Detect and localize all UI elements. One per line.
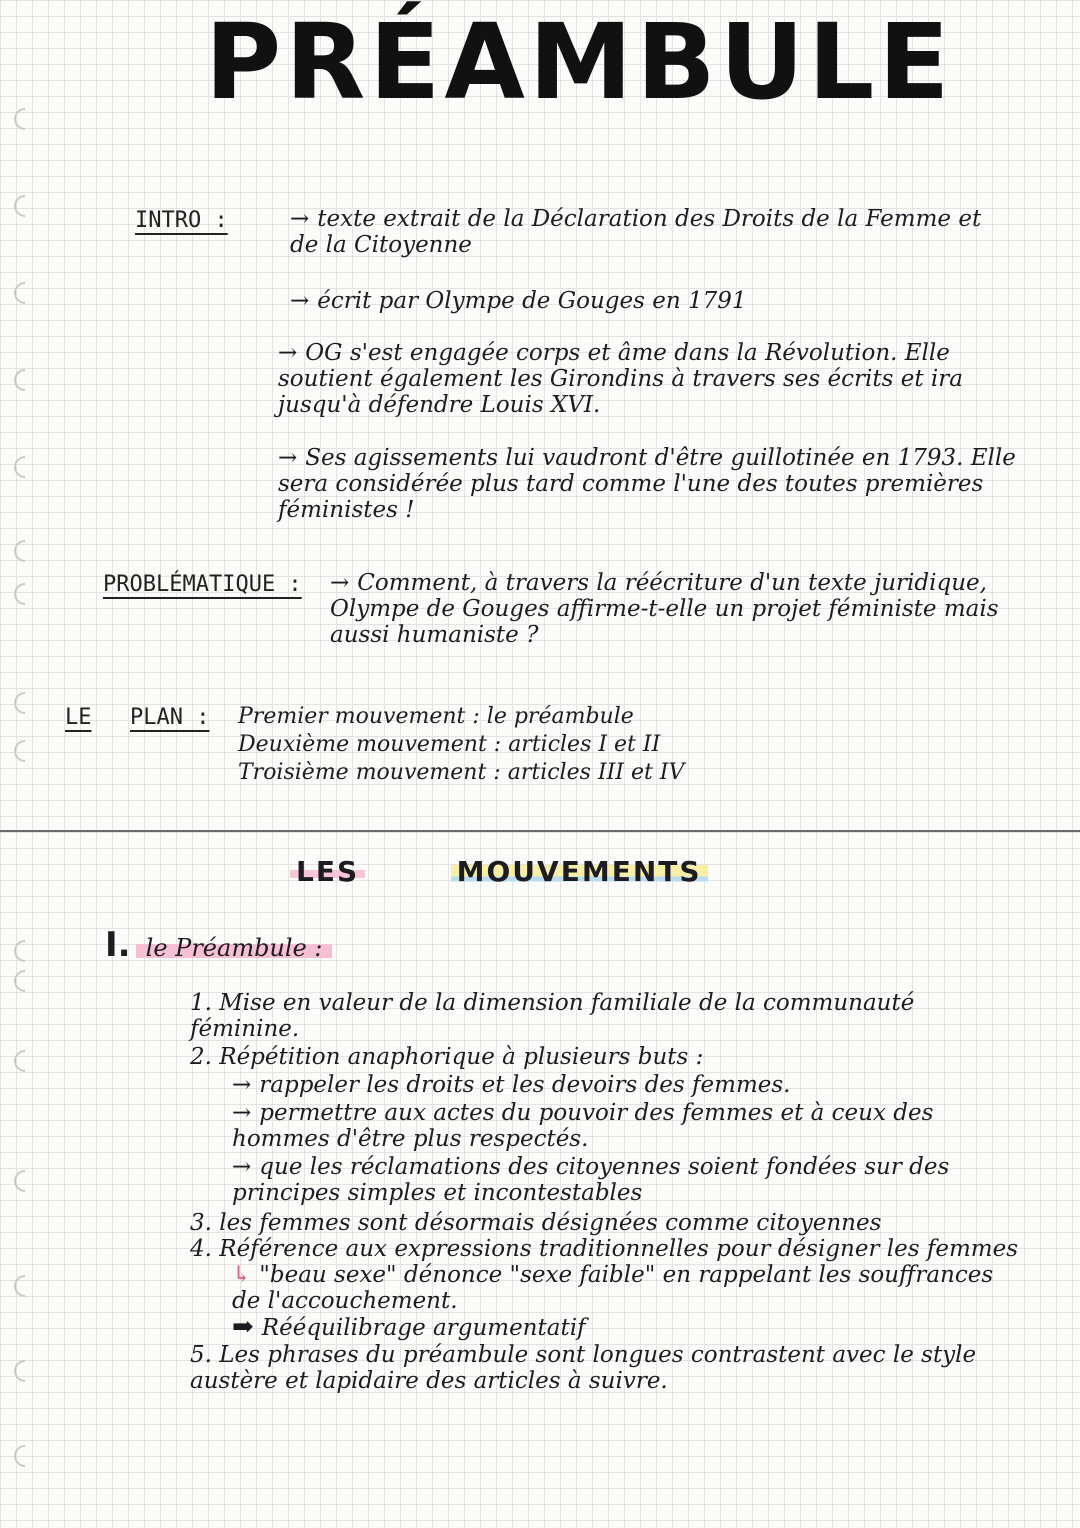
point-2-sub: → permettre aux actes du pouvoir des femmes et à ceux des hommes d'être plus respectés. [232,1100,934,1152]
mouvements-heading [290,855,708,888]
binder-hole [9,1440,40,1471]
plan-movement-name: Deuxième mouvement [238,732,487,757]
arrow-icon: → [290,206,310,232]
binder-hole [9,687,40,718]
point-4-conclusion: ➡ Rééquilibrage argumentatif [232,1312,586,1342]
arrow-icon: → [232,1072,252,1098]
plan-movement-content: le préambule [486,704,634,729]
binder-hole [9,965,40,996]
binder-hole [9,935,40,966]
binder-hole [9,451,40,482]
arrow-icon: → [232,1154,252,1180]
arrow-icon: → [278,340,298,366]
arrow-icon: → [232,1100,252,1126]
point-5: 5. Les phrases du préambule sont longues contrastent avec le style austère et lapidaire des articles à suivre. [190,1342,977,1394]
point-2-sub: → rappeler les droits et les devoirs des femmes. [232,1072,791,1098]
binder-hole [9,1355,40,1386]
binder-hole [9,103,40,134]
section-heading [105,925,332,965]
section-numeral: I. [105,925,131,965]
plan-label: PLAN : [130,705,210,730]
arrow-icon: ↳ [232,1262,252,1288]
plan-row: Troisième mouvement : articles III et IV [238,760,685,785]
point-2: 2. Répétition anaphorique à plusieurs buts : [190,1044,704,1070]
section-divider [0,830,1080,832]
section-title: le Préambule : [136,934,333,962]
binder-hole [9,735,40,766]
page-title: PRÉAMBULE [205,1,954,123]
intro-item: → écrit par Olympe de Gouges en 1791 [290,288,747,314]
plan-movement-content: articles I et II [508,732,661,757]
point-4: 4. Référence aux expressions traditionnelles pour désigner les femmes [190,1236,1019,1262]
bold-arrow-icon: ➡ [232,1312,254,1342]
problematique-label: PROBLÉMATIQUE : [103,572,302,597]
point-3: 3. les femmes sont désormais désignées comme citoyennes [190,1210,882,1236]
binder-hole [9,535,40,566]
binder-hole [9,1165,40,1196]
intro-item: → texte extrait de la Déclaration des Droits de la Femme et de la Citoyenne [290,206,982,258]
binder-hole [9,190,40,221]
point-4-sub: ↳ "beau sexe" dénonce "sexe faible" en rappelant les souffrances de l'accouchement. [232,1262,994,1314]
plan-movement-content: articles III et IV [507,760,685,785]
heading-les: LES [290,855,365,888]
plan-movement-name: Troisième mouvement [238,760,487,785]
problematique-text: → Comment, à travers la réécriture d'un texte juridique, Olympe de Gouges affirme-t-elle un projet féministe mais aussi humaniste ? [330,570,999,648]
binder-hole [9,277,40,308]
binder-hole [9,364,40,395]
plan-movement-name: Premier mouvement [238,704,466,729]
binder-hole [9,578,40,609]
arrow-icon: → [290,288,310,314]
arrow-icon: → [278,445,298,471]
intro-item: → Ses agissements lui vaudront d'être guillotinée en 1793. Elle sera considérée plus tard comme l'une des toutes premières féministes ! [278,445,1016,523]
arrow-icon: → [330,570,350,596]
intro-item: → OG s'est engagée corps et âme dans la Révolution. Elle soutient également les Girondins à travers ses écrits et ira jusqu'à défendre Louis XVI. [278,340,963,418]
heading-mouvements: MOUVEMENTS [451,855,708,888]
plan-row: Deuxième mouvement : articles I et II [238,732,661,757]
point-1: 1. Mise en valeur de la dimension familiale de la communauté féminine. [190,990,915,1042]
point-2-sub: → que les réclamations des citoyennes soient fondées sur des principes simples et incontestables [232,1154,950,1206]
intro-label: INTRO : [135,208,228,233]
plan-label-le: LE [65,705,92,730]
binder-hole [9,1045,40,1076]
binder-hole [9,1270,40,1301]
plan-row: Premier mouvement : le préambule [238,704,634,729]
